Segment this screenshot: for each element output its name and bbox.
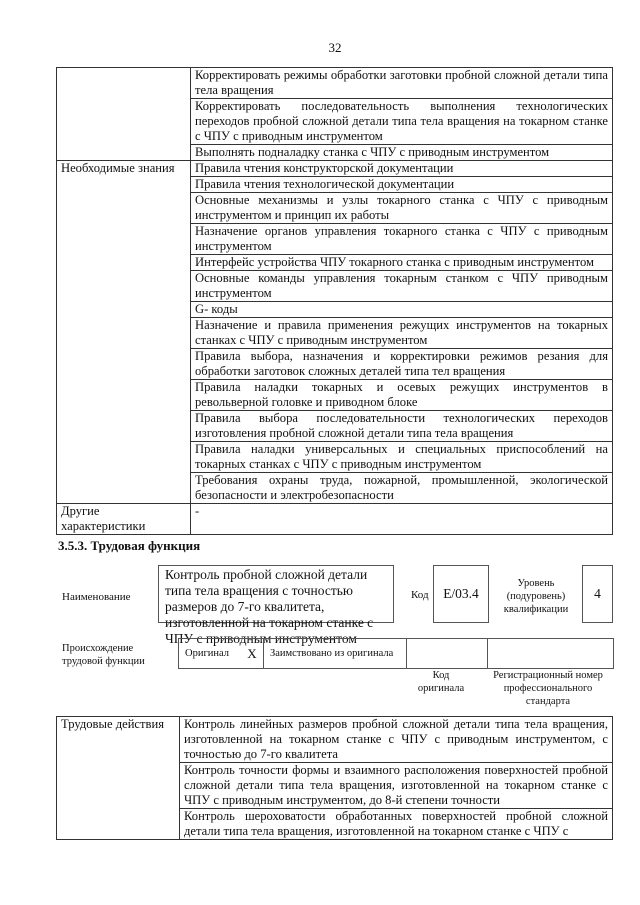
function-name-box: Контроль пробной сложной детали типа тела вращения с точностью размеров до 7-го квалитета, изготовленной на токарном станке с ЧПУ с приводным инструментом [158, 565, 394, 623]
action-row-text: Контроль шероховатости обработанных поверхностей пробной сложной детали типа тела вращения, изготовленной на токарном станке с ЧПУ с [180, 809, 613, 840]
other-label: Другие характеристики [57, 504, 191, 535]
original-code-caption: Код оригинала [417, 670, 465, 694]
action-row-text: Контроль точности формы и взаимного расположения поверхностей пробной сложной детали типа тела вращения, изготовленной на токарном станке с ЧПУ с приводным инструментом, до 8-й степени точности [180, 763, 613, 809]
knowledge-row-text: Требования охраны труда, пожарной, промышленной, экологической безопасности и электробезопасности [191, 473, 613, 504]
other-value: - [191, 504, 613, 535]
knowledge-row-text: Правила чтения конструкторской документации [191, 161, 613, 177]
skill-row-text: Корректировать последовательность выполнения технологических переходов пробной сложной детали типа тела вращения на токарном станке с ЧПУ с приводным инструментом [191, 99, 613, 145]
knowledge-label-cell: Необходимые знания [57, 161, 191, 504]
skills-knowledge-table [56, 67, 613, 535]
borrowed-label: Заимствовано из оригинала [264, 639, 407, 668]
page-number: 32 [328, 40, 342, 55]
knowledge-row-text: Основные команды управления токарным станком с ЧПУ приводным инструментом [191, 271, 613, 302]
origin-row [178, 638, 614, 669]
section-heading: 3.5.3. Трудовая функция [58, 538, 201, 553]
labor-actions-table [56, 716, 613, 840]
skill-row-text: Корректировать режимы обработки заготовки пробной сложной детали типа тела вращения [191, 68, 613, 99]
skills-label-cell [57, 68, 191, 161]
other-row [57, 504, 613, 535]
knowledge-row-text: Назначение органов управления токарного станка с ЧПУ с приводным инструментом [191, 224, 613, 255]
knowledge-row-text: Правила выбора последовательности технологических переходов изготовления пробной сложной детали типа тела вращения [191, 411, 613, 442]
knowledge-row-text: G- коды [191, 302, 613, 318]
knowledge-row-text: Интерфейс устройства ЧПУ токарного станка с приводным инструментом [191, 255, 613, 271]
level-value-box: 4 [582, 565, 613, 623]
original-label: Оригинал [185, 648, 229, 659]
knowledge-row-text: Правила выбора, назначения и корректировки режимов резания для обработки заготовок сложных деталей типа тел вращения [191, 349, 613, 380]
knowledge-row-text: Основные механизмы и узлы токарного станка с ЧПУ с приводным инструментом и принцип их работы [191, 193, 613, 224]
origin-label: Происхождение трудовой функции [62, 643, 145, 667]
knowledge-row-text: Правила чтения технологической документации [191, 177, 613, 193]
action-row-text: Контроль линейных размеров пробной сложной детали типа тела вращения, изготовленной на токарном станке с ЧПУ с приводным инструментом, с точностью до 7-го квалитета [180, 717, 613, 763]
actions-label-cell: Трудовые действия [57, 717, 180, 840]
original-mark: X [241, 639, 264, 668]
original-code-cell [407, 639, 488, 668]
level-label: Уровень (подуровень) квалификации [503, 578, 569, 615]
skill-row [57, 68, 613, 99]
action-row [57, 717, 613, 763]
knowledge-row-text: Правила наладки универсальных и специальных приспособлений на токарных станках с ЧПУ с приводным инструментом [191, 442, 613, 473]
knowledge-row-text: Правила наладки токарных и осевых режущих инструментов в револьверной головке и приводном блоке [191, 380, 613, 411]
knowledge-row-text: Назначение и правила применения режущих инструментов на токарных станках с ЧПУ с приводным инструментом [191, 318, 613, 349]
knowledge-row [57, 161, 613, 177]
name-label: Наименование [62, 591, 131, 603]
code-value-box: E/03.4 [433, 565, 489, 623]
code-label: Код [411, 589, 429, 601]
reg-number-caption: Регистрационный номер профессионального стандарта [493, 670, 603, 707]
skill-row-text: Выполнять подналадку станка с ЧПУ с приводным инструментом [191, 145, 613, 161]
reg-number-cell [488, 639, 613, 668]
